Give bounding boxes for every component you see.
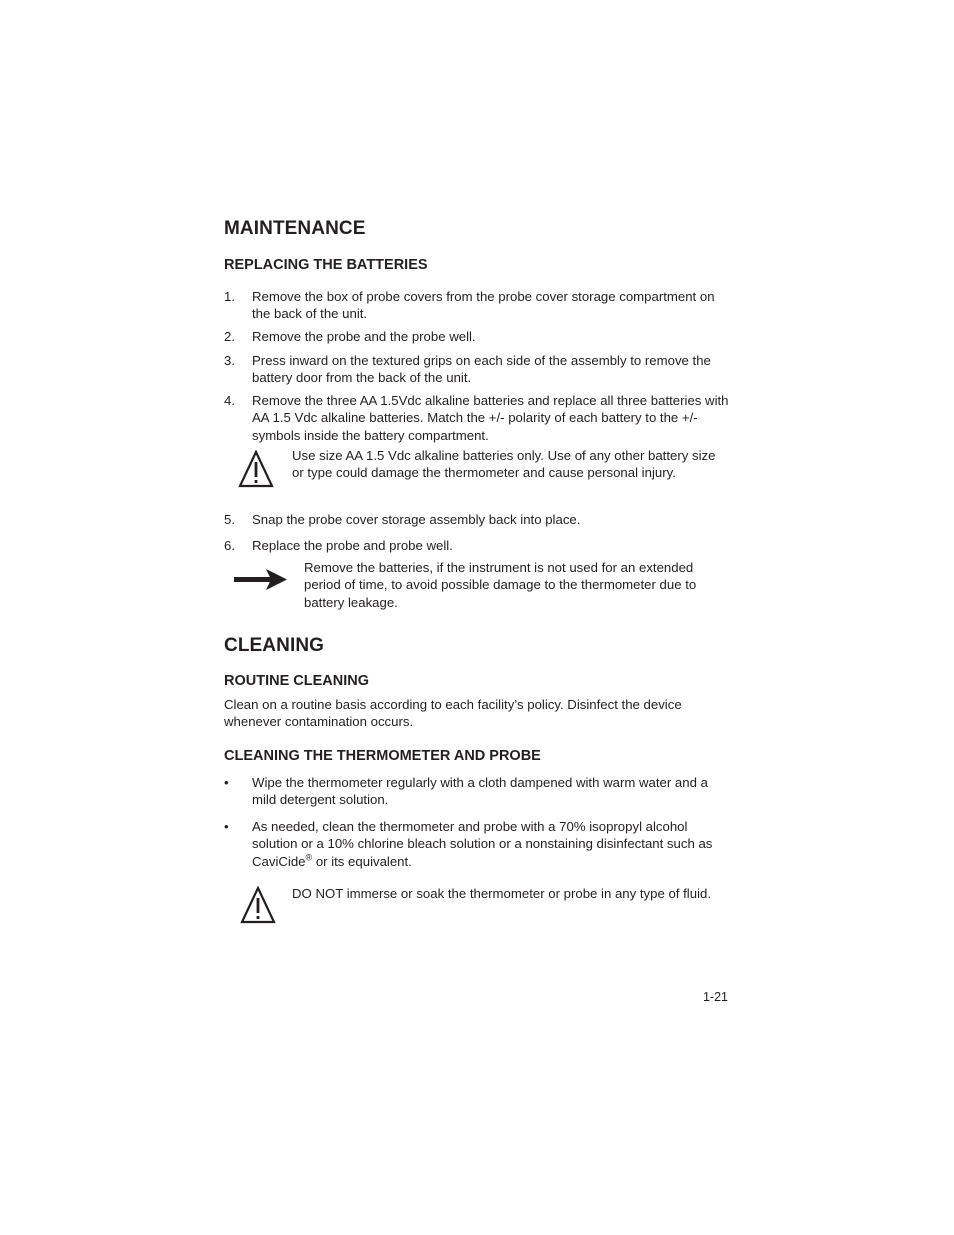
note-text: Remove the batteries, if the instrument is not used for an extended period of time, to avoid possible damage to the thermometer due to battery leakage. — [304, 560, 697, 610]
step-number: 2. — [224, 329, 235, 344]
step-number: 5. — [224, 512, 235, 527]
step-text: Remove the three AA 1.5Vdc alkaline batteries and replace all three batteries with AA 1.5 Vdc alkaline batteries. Match the +/- polarity of each battery to the +/- symbols inside the battery compartment. — [252, 393, 729, 443]
list-item — [224, 392, 730, 448]
list-item — [224, 537, 730, 557]
subheading-routine-cleaning: ROUTINE CLEANING — [224, 673, 369, 689]
registered-mark: ® — [305, 852, 313, 863]
page-number: 1-21 — [702, 990, 728, 1004]
bullet-icon: • — [224, 775, 229, 790]
step-text: Replace the probe and probe well. — [252, 538, 453, 553]
bullet-text-main: As needed, clean the thermometer and probe with a 70% isopropyl alcohol solution or a 10% chlorine bleach solution or a nonstaining disinfectant such as CaviCide — [252, 819, 713, 869]
bullet-text-end: or its equivalent. — [312, 853, 412, 869]
list-item — [224, 818, 730, 878]
step-text: Remove the probe and the probe well. — [252, 329, 476, 344]
bullet-text — [252, 818, 730, 870]
list-item — [224, 352, 730, 392]
step-number: 4. — [224, 393, 235, 408]
subheading-replacing-batteries: REPLACING THE BATTERIES — [224, 257, 428, 273]
step-text: Press inward on the textured grips on each side of the assembly to remove the battery door from the back of the unit. — [252, 353, 711, 386]
bullet-text: Wipe the thermometer regularly with a cloth dampened with warm water and a mild detergent solution. — [252, 775, 708, 808]
routine-cleaning-text: Clean on a routine basis according to each facility’s policy. Disinfect the device whenever contamination occurs. — [224, 697, 682, 730]
step-number: 6. — [224, 538, 235, 553]
list-item — [224, 328, 730, 348]
caution-text: DO NOT immerse or soak the thermometer or probe in any type of fluid. — [292, 886, 711, 901]
section-heading-maintenance: MAINTENANCE — [224, 218, 366, 239]
step-text: Remove the box of probe covers from the probe cover storage compartment on the back of the unit. — [252, 289, 715, 322]
step-number: 3. — [224, 353, 235, 368]
caution-text: Use size AA 1.5 Vdc alkaline batteries only. Use of any other battery size or type could damage the thermometer and cause personal injury. — [292, 448, 716, 481]
warning-triangle-icon — [240, 886, 276, 924]
list-item — [224, 774, 730, 814]
section-heading-cleaning: CLEANING — [224, 635, 325, 656]
arrow-right-icon — [234, 567, 288, 593]
warning-triangle-icon — [238, 450, 274, 488]
list-item — [224, 288, 730, 328]
list-item — [224, 511, 730, 531]
bullet-icon: • — [224, 819, 229, 834]
subheading-cleaning-thermometer-probe: CLEANING THE THERMOMETER AND PROBE — [224, 748, 541, 764]
step-text: Snap the probe cover storage assembly back into place. — [252, 512, 581, 527]
step-number: 1. — [224, 289, 235, 304]
